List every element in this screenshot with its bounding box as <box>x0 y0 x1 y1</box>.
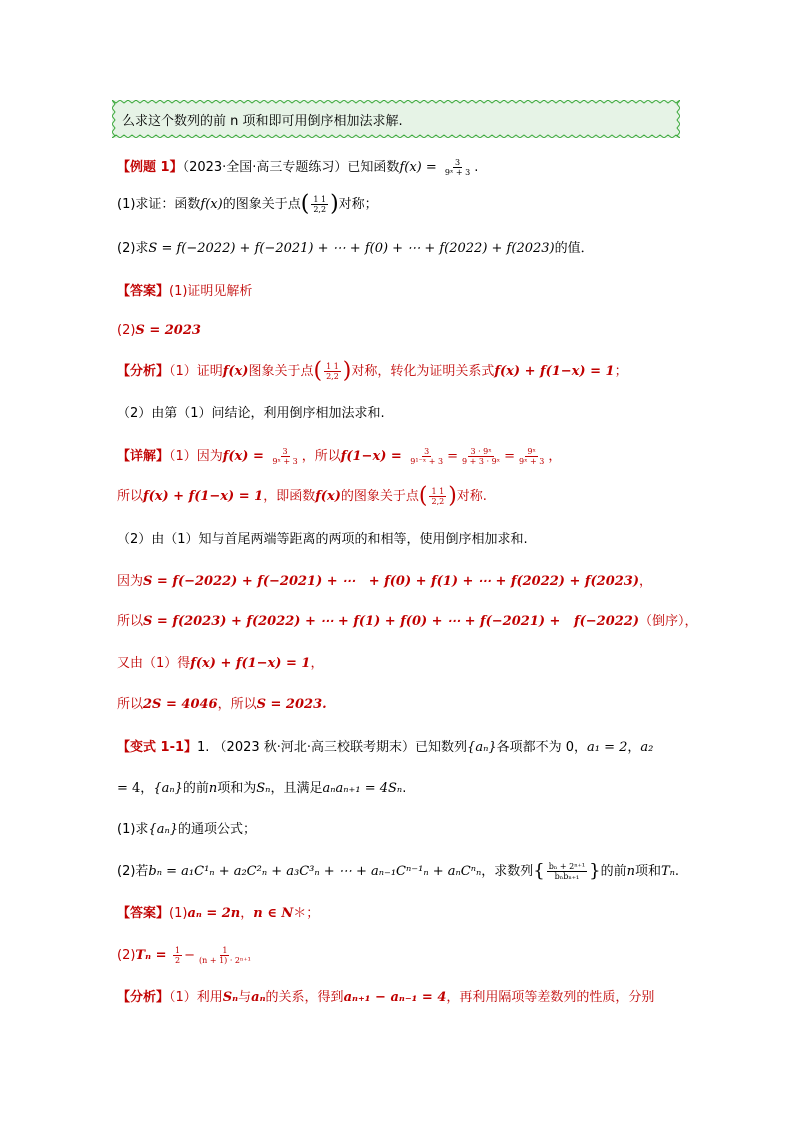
variant-tag: 【变式 1-1】 <box>117 740 198 755</box>
analysis2-l1-an: aₙ <box>251 990 266 1005</box>
variant-l1-an: {aₙ} <box>467 740 497 755</box>
analysis2-l1-c: 的关系，得到 <box>265 990 344 1005</box>
detail-l4-expr: S = f(−2022) + f(−2021) + ⋯ + f(0) + f(1) + ⋯ + f(2022) + f(2023) <box>143 574 639 589</box>
variant-line-2 <box>117 780 406 798</box>
note-box <box>112 100 680 138</box>
detail-l7-expr2: S = 2023. <box>256 697 327 712</box>
analysis-l1-fx: f(x) <box>222 364 249 379</box>
variant-q2-d: 项和 <box>634 864 661 879</box>
answer2-a1-d: ＊； <box>293 906 320 921</box>
analysis-l1-a: （1）证明 <box>169 364 223 379</box>
q1-text-b: 的图象关于点 <box>222 197 301 212</box>
variant-l2-a: = 4 <box>117 781 141 796</box>
answer2-minus: − <box>184 948 195 963</box>
variant-l2-d: 项和为 <box>217 781 257 796</box>
variant-q2-n: n <box>626 864 635 879</box>
detail-l6-expr: f(x) + f(1−x) = 1 <box>190 656 311 671</box>
example-statement <box>117 158 478 177</box>
variant-l1-a1: a₁ = 2 <box>587 740 628 755</box>
detail-l4-b: ， <box>638 574 652 589</box>
detail-l4-a: 因为 <box>117 574 144 589</box>
detail-l5-b: （倒序）， <box>638 614 698 629</box>
answer2-line-1 <box>117 905 319 923</box>
answer2-a1-c: n ∈ N <box>253 906 294 921</box>
answer-part-2: S = 2023 <box>135 323 201 338</box>
q1-fx: f(x) <box>200 197 223 212</box>
detail-l1-b: ，所以 <box>301 449 341 464</box>
answer2-a1-b: ， <box>240 906 254 921</box>
point-fraction: $\frac{1 1}{2,2}$ <box>313 195 327 214</box>
variant-line-1 <box>117 739 653 757</box>
answer-tag: 【答案】 <box>117 284 170 299</box>
detail-l7-a: 所以 <box>117 697 144 712</box>
detail-line-1: 【详解】（1）因为f(x) = $\frac{3}{\text{9ˣ + 3}}$ ，所以f(1−x) = $\frac{3}{\text{9¹⁻ˣ + 3}}$ = $\frac{\text{3 · 9ˣ}}{\text{9 + 3 · 9ˣ}}$ = $\frac{\text{9ˣ}}{\text{9ˣ + 3}}$ ， <box>117 447 562 466</box>
analysis-l1-expr: f(x) + f(1−x) = 1 <box>494 364 615 379</box>
answer2-fraction-1: $\frac{1}{2}$ <box>175 946 181 965</box>
detail-l7-b: ，所以 <box>217 697 257 712</box>
function-expr: f(x) = <box>399 160 441 175</box>
answer2-line-2 <box>117 946 255 965</box>
detail-l5-a: 所以 <box>117 614 144 629</box>
variant-l2-c: 的前 <box>182 781 209 796</box>
detail-l1-fx: f(x) = <box>222 449 269 464</box>
analysis-point-fraction: $\frac{1 1}{2,2}$ <box>326 362 339 381</box>
q2-expr: S = f(−2022) + f(−2021) + ⋯ + f(0) + ⋯ + f(2022) + f(2023) <box>148 241 555 256</box>
variant-l2-an: {aₙ} <box>153 781 183 796</box>
detail-l2-fx: f(x) <box>315 489 341 504</box>
q2-text-b: 的值． <box>554 241 594 256</box>
variant-l2-sn: Sₙ <box>256 781 271 796</box>
detail-fraction-4: $\frac{\text{9ˣ}}{\text{9ˣ + 3}}$ <box>518 447 545 466</box>
detail-l2-a: 所以 <box>117 489 144 504</box>
detail-l2-d: 对称. <box>456 489 487 504</box>
detail-line-2: 所以f(x) + f(1−x) = 1，即函数f(x)的图象关于点( $\frac{1 1}{2,2}$ )对称. <box>117 483 487 509</box>
variant-l1-c: ， <box>627 740 641 755</box>
answer-2-prefix: (2) <box>117 323 136 338</box>
answer2-a1-a: (1) <box>169 906 188 921</box>
detail-l1-f1x: f(1−x) = <box>340 449 407 464</box>
q1-text-a: (1)求证：函数 <box>117 197 201 212</box>
variant-l1-b: 各项都不为 0， <box>496 740 588 755</box>
variant-l2-f: . <box>402 781 407 796</box>
detail-line-5 <box>117 613 698 631</box>
analysis-l1-b: 图象关于点 <box>248 364 314 379</box>
detail-fraction-1: $\frac{3}{\text{9ˣ + 3}}$ <box>272 447 298 466</box>
variant-q2-e: . <box>674 864 680 879</box>
variant-q2-fraction: $\frac{\text{bₙ + 2ⁿ⁺¹}}{\text{bₙbₙ₊₁}}$ <box>548 862 586 881</box>
detail-l6-b: ， <box>310 656 324 671</box>
variant-l1-a2: a₂ <box>640 740 654 755</box>
detail-l2-b: ，即函数 <box>263 489 316 504</box>
example-end: . <box>474 160 479 175</box>
detail-line-7 <box>117 696 327 714</box>
detail-l7-expr1: 2S = 4046 <box>143 697 218 712</box>
variant-q1-b: 的通项公式； <box>177 822 256 837</box>
answer2-a2-a: (2) <box>117 948 136 963</box>
detail-line-4 <box>117 573 652 591</box>
variant-q2-a: (2)若 <box>117 864 149 879</box>
answer-part-1: (1)证明见解析 <box>169 284 253 299</box>
question-2 <box>117 240 594 258</box>
analysis2-l1-expr: aₙ₊₁ − aₙ₋₁ = 4 <box>343 990 447 1005</box>
example-tag: 【例题 1】 <box>117 160 183 175</box>
answer2-fraction-2: $\frac{1}{\text{(n + 1) · 2ⁿ⁺¹}}$ <box>199 946 251 965</box>
detail-l1-c: ， <box>548 449 562 464</box>
q2-text-a: (2)求 <box>117 241 149 256</box>
variant-q1-an: {aₙ} <box>148 822 178 837</box>
detail-point-fraction: $\frac{1 1}{2,2}$ <box>431 487 445 506</box>
variant-q1-a: (1)求 <box>117 822 149 837</box>
variant-l2-b: ， <box>140 781 154 796</box>
variant-l2-n: n <box>208 781 218 796</box>
function-fraction: $\frac{3}{\text{9ˣ + 3}}$ <box>444 158 471 177</box>
variant-l1-a: 1. （2023 秋·河北·高三校联考期末）已知数列 <box>197 740 468 755</box>
q1-text-c: 对称； <box>338 197 378 212</box>
variant-q2-b: ，求数列 <box>481 864 534 879</box>
detail-l2-expr: f(x) + f(1−x) = 1 <box>143 489 264 504</box>
analysis2-l1-a: （1）利用 <box>169 990 223 1005</box>
variant-l2-e: ，且满足 <box>270 781 323 796</box>
answer2-a2-expr: Tₙ = <box>135 948 171 963</box>
analysis2-l1-sn: Sₙ <box>222 990 239 1005</box>
detail-line-3: （2）由（1）知与首尾两端等距离的两项的和相等，使用倒序相加求和. <box>117 532 528 547</box>
analysis-l1-c: 对称，转化为证明关系式 <box>351 364 495 379</box>
analysis-line-1: 【分析】（1）证明f(x)图象关于点( $\frac{1 1}{2,2}$ )对称，转化为证明关系式f(x) + f(1−x) = 1； <box>117 358 628 384</box>
detail-l5-expr: S = f(2023) + f(2022) + ⋯ + f(1) + f(0) + ⋯ + f(−2021) + f(−2022) <box>143 614 639 629</box>
variant-q2-c: 的前 <box>600 864 627 879</box>
answer2-a1-expr: aₙ = 2n <box>187 906 241 921</box>
detail-fraction-2: $\frac{3}{\text{9¹⁻ˣ + 3}}$ <box>410 447 444 466</box>
analysis2-line-1 <box>117 989 654 1007</box>
analysis-l1-d: ； <box>614 364 628 379</box>
example-source: （2023·全国·高三专题练习）已知函数 <box>182 160 400 175</box>
note-text: 么求这个数列的前 n 项和即可用倒序相加法求解. <box>122 114 403 129</box>
detail-line-6 <box>117 655 323 673</box>
variant-q2-tn: Tₙ <box>660 864 675 879</box>
analysis2-tag: 【分析】 <box>117 990 170 1005</box>
detail-l6-a: 又由（1）得 <box>117 656 191 671</box>
detail-tag: 【详解】 <box>117 449 170 464</box>
answer-2 <box>117 322 201 340</box>
detail-l2-c: 的图象关于点 <box>340 489 419 504</box>
variant-question-1 <box>117 821 256 839</box>
detail-fraction-3: $\frac{\text{3 · 9ˣ}}{\text{9 + 3 · 9ˣ}}$ <box>462 447 501 466</box>
question-1: (1)求证：函数f(x)的图象关于点( $\frac{1 1}{2,2}$ )对称； <box>117 191 378 217</box>
analysis2-l1-b: 与 <box>238 990 252 1005</box>
answer-1 <box>117 283 252 301</box>
variant-question-2: (2)若bₙ = a₁C¹ₙ + a₂C²ₙ + a₃C³ₙ + ⋯ + aₙ₋₁Cⁿ⁻¹ₙ + aₙCⁿₙ，求数列{ $\frac{\text{bₙ + 2ⁿ⁺¹}}{\text{bₙbₙ₊₁}}$ }的前n项和Tₙ. <box>117 860 680 882</box>
analysis-line-2: （2）由第（1）问结论，利用倒序相加法求和. <box>117 406 385 421</box>
detail-l1-a: （1）因为 <box>169 449 223 464</box>
analysis2-l1-d: ，再利用隔项等差数列的性质，分别 <box>446 990 655 1005</box>
answer2-tag: 【答案】 <box>117 906 170 921</box>
variant-l2-expr: aₙaₙ₊₁ = 4Sₙ <box>322 781 403 796</box>
variant-q2-expr: bₙ = a₁C¹ₙ + a₂C²ₙ + a₃C³ₙ + ⋯ + aₙ₋₁Cⁿ⁻¹ₙ + aₙCⁿₙ <box>148 864 482 879</box>
analysis-tag: 【分析】 <box>117 364 170 379</box>
